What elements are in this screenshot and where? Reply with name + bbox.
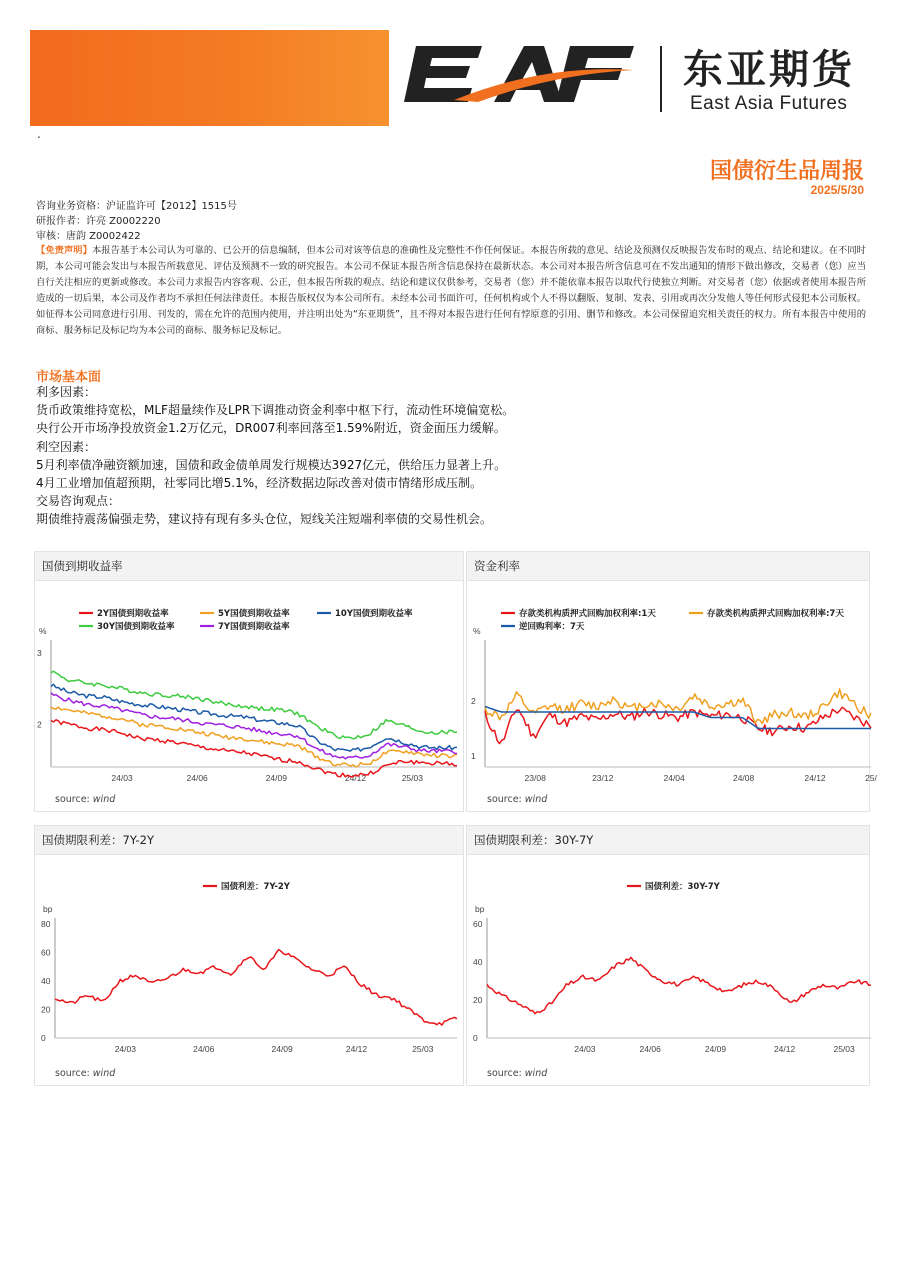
y-tick-label: 60 — [41, 947, 51, 958]
disclaimer — [36, 243, 866, 339]
bull-item-2: 央行公开市场净投放资金1.2万亿元，DR007利率回落至1.59%附近，资金面压力缓解。 — [36, 421, 506, 436]
y-unit-label: % — [473, 626, 481, 636]
x-tick-label: 24/03 — [111, 773, 133, 783]
y-unit-label: bp — [43, 904, 53, 914]
x-tick-label: 25/ — [865, 773, 877, 783]
x-tick-label: 23/08 — [524, 773, 546, 783]
chart-title: 国债期限利差：30Y-7Y — [467, 826, 869, 855]
section-title: 市场基本面 — [36, 370, 102, 385]
y-unit-label: bp — [475, 904, 485, 914]
y-tick-label: 40 — [41, 976, 51, 986]
header-dot: . — [37, 127, 41, 141]
x-tick-label: 24/03 — [574, 1044, 596, 1054]
company-name-cn: 东亚期货 — [683, 47, 855, 93]
bear-item-2: 4月工业增加值超预期，社零同比增5.1%，经济数据边际改善对债市情绪形成压制。 — [36, 476, 483, 491]
x-tick-label: 23/12 — [592, 773, 614, 783]
logo-divider — [660, 46, 662, 112]
x-tick-label: 24/08 — [732, 773, 755, 783]
series-line — [55, 950, 457, 1026]
legend-label: 5Y国债到期收益率 — [218, 609, 290, 619]
legend-label: 10Y国债到期收益率 — [335, 609, 413, 619]
x-tick-label: 25/03 — [412, 1044, 434, 1054]
bull-item-1: 货币政策维持宽松，MLF超量续作及LPR下调推动资金利率中枢下行，流动性环境偏宽松。 — [36, 403, 515, 418]
chart-source: source: wind — [487, 1068, 548, 1079]
chart-title: 国债到期收益率 — [35, 552, 463, 581]
legend-label: 国债利差：7Y-2Y — [221, 882, 290, 892]
x-tick-label: 24/12 — [804, 773, 826, 783]
bear-label: 利空因素： — [36, 439, 97, 454]
bull-label: 利多因素： — [36, 385, 97, 399]
eaf-logo — [394, 44, 639, 112]
y-tick-label: 2 — [471, 696, 476, 706]
chart-panel-yields — [34, 551, 464, 812]
legend-label: 国债利差：30Y-7Y — [645, 882, 720, 892]
y-tick-label: 60 — [473, 919, 483, 929]
legend-label: 存款类机构质押式回购加权利率:1天 — [519, 609, 656, 619]
y-tick-label: 80 — [41, 919, 51, 929]
x-tick-label: 24/06 — [193, 1044, 215, 1054]
company-name-en: East Asia Futures — [690, 93, 848, 114]
report-date: 2025/5/30 — [810, 183, 864, 197]
author-line: 研报作者：许亮 Z0002220 — [36, 216, 161, 227]
y-tick-label: 1 — [471, 751, 476, 761]
y-tick-label: 3 — [37, 648, 42, 659]
chart-funding-svg — [467, 582, 877, 783]
chart-spread-7y2y-svg — [35, 856, 465, 1056]
chart-spread-30y7y-svg — [467, 856, 871, 1056]
chart-title: 国债期限利差：7Y-2Y — [35, 826, 463, 855]
y-tick-label: 2 — [37, 719, 42, 730]
x-tick-label: 24/03 — [114, 1044, 136, 1054]
y-unit-label: % — [39, 626, 47, 636]
chart-panel-funding — [466, 551, 877, 812]
x-tick-label: 24/09 — [271, 1044, 293, 1054]
x-tick-label: 24/12 — [773, 1044, 796, 1054]
legend-label: 2Y国债到期收益率 — [97, 609, 169, 619]
report-meta — [36, 199, 237, 244]
chart-title: 资金利率 — [467, 552, 869, 581]
x-tick-label: 24/06 — [639, 1044, 661, 1054]
legend-label: 30Y国债到期收益率 — [97, 622, 175, 632]
chart-panel-spread-30y7y — [466, 825, 870, 1086]
chart-yields-svg — [35, 582, 465, 782]
legend-label: 7Y国债到期收益率 — [218, 622, 290, 632]
chart-source: source: wind — [487, 794, 548, 805]
x-tick-label: 24/09 — [704, 1044, 727, 1054]
disclaimer-text: 本报告基于本公司认为可靠的、已公开的信息编制，但本公司对该等信息的准确性及完整性不作任何保证。本报告所载的意见、结论及预测仅反映报告发布时的观点、结论和建议。在不同时期，本公司可能会发出与本报告所载意见、评估及预测不一致的研究报告。本公司不保证本报告所含信息保持在最新状态。本公司对本报告所含信息可在不发出通知的情形下做出修改，交易者（您）应当自行关注相应的更新或修改。本公司力求报告内容客观、公正，但本报告所载的观点、结论和建议仅供参考，交易者（您）并不能依靠本报告以取代行使独立判断。对交易者（您）依据或者使用本报告所造成的一切后果，本公司及作者均不承担任何法律责任。本报告版权仅为本公司所有。未经本公司书面许可，任何机构或个人不得以翻版、复制、发表、引用或再次分发他人等任何形式侵犯本公司版权。如征得本公司同意进行引用、刊发的，需在允许的范围内使用，并注明出处为“东亚期货”，且不得对本报告进行任何有悖原意的引用、删节和修改。本公司保留追究相关责任的权力。所有本报告中使用的商标、服务标记及标记均为本公司的商标、服务标记及标记。 — [36, 245, 866, 336]
legend-label: 存款类机构质押式回购加权利率:7天 — [707, 609, 844, 619]
series-line — [485, 707, 871, 729]
reviewer-line: 审核：唐韵 Z0002422 — [36, 231, 141, 242]
x-tick-label: 24/04 — [663, 773, 685, 783]
bear-item-1: 5月利率债净融资额加速，国债和政金债单周发行规模达3927亿元，供给压力显著上升。 — [36, 457, 507, 472]
x-tick-label: 25/03 — [833, 1044, 855, 1054]
disclaimer-tag: 【免责声明】 — [36, 245, 92, 256]
y-tick-label: 40 — [473, 957, 483, 967]
x-tick-label: 24/12 — [345, 1044, 368, 1054]
x-tick-label: 24/09 — [265, 773, 287, 783]
chart-panel-spread-7y2y — [34, 825, 464, 1086]
legend-label: 逆回购利率：7天 — [519, 622, 585, 632]
series-line — [487, 957, 871, 1013]
series-line — [51, 707, 457, 767]
view-label: 交易咨询观点： — [36, 494, 121, 509]
chart-source: source: wind — [55, 794, 116, 805]
y-tick-label: 0 — [473, 1033, 478, 1043]
x-tick-label: 25/03 — [401, 773, 423, 783]
chart-source: source: wind — [55, 1068, 116, 1079]
x-tick-label: 24/12 — [344, 773, 367, 783]
y-tick-label: 20 — [473, 995, 483, 1005]
y-tick-label: 0 — [41, 1033, 46, 1043]
fundamentals-body — [36, 383, 514, 529]
header-orange-band — [30, 30, 389, 126]
series-line — [485, 689, 871, 724]
report-title: 国债衍生品周报 — [709, 159, 864, 184]
view-item-1: 期债维持震荡偏强走势，建议持有现有多头仓位，短线关注短端利率债的交易性机会。 — [36, 512, 493, 527]
license-line: 咨询业务资格：沪证监许可【2012】1515号 — [36, 201, 237, 212]
y-tick-label: 20 — [41, 1004, 51, 1015]
x-tick-label: 24/06 — [186, 773, 208, 783]
series-line — [51, 693, 457, 759]
